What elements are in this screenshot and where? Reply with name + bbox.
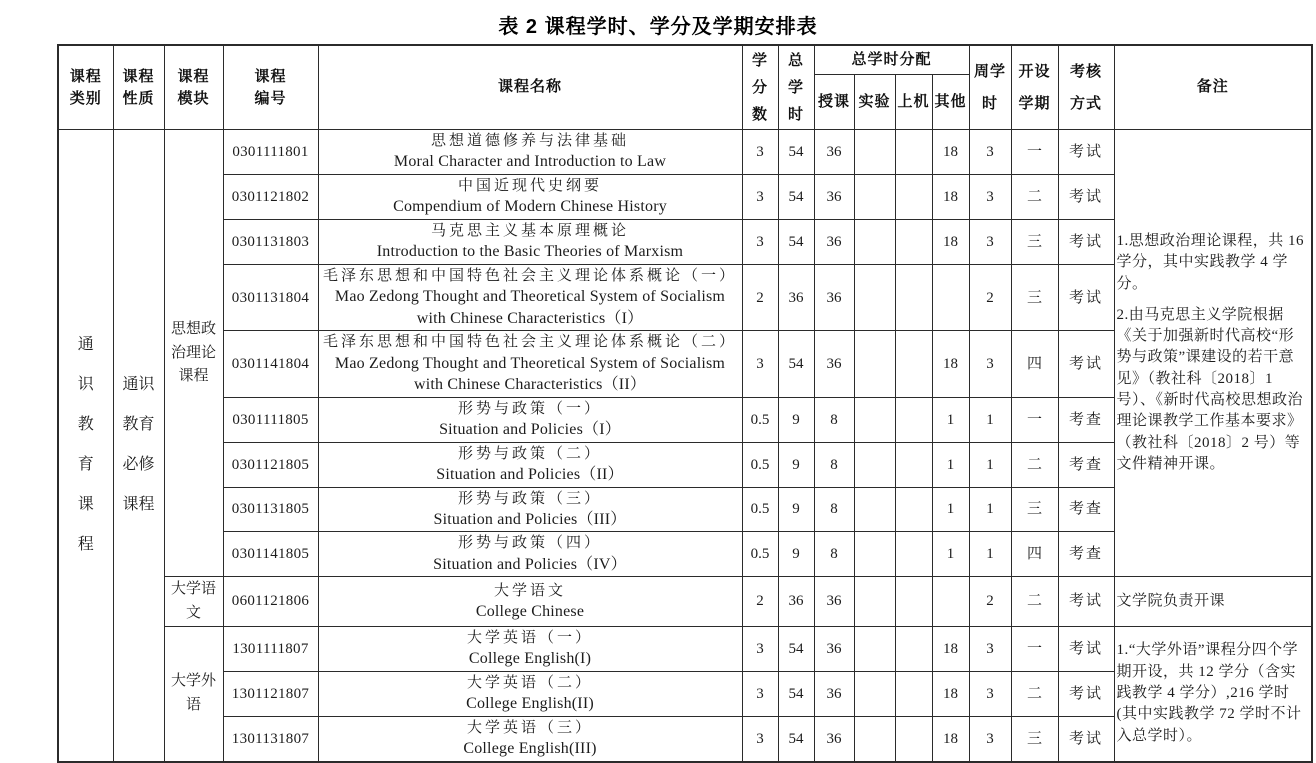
lecture-hours-cell: 36 xyxy=(814,671,854,716)
course-code: 0301121802 xyxy=(223,175,318,220)
computer-hours-cell xyxy=(895,577,932,627)
other-hours-cell: 18 xyxy=(932,331,969,397)
lecture-hours-cell: 36 xyxy=(814,716,854,761)
computer-hours-cell xyxy=(895,175,932,220)
table-header xyxy=(58,45,1312,130)
course-code: 0301121805 xyxy=(223,442,318,487)
module-politics-label: 思想政治理论课程 xyxy=(170,321,216,384)
assessment-cell: 考试 xyxy=(1058,716,1114,761)
other-hours-cell: 1 xyxy=(932,442,969,487)
page-title: 表 2 课程学时、学分及学期安排表 xyxy=(498,16,818,38)
computer-hours-cell xyxy=(895,397,932,442)
computer-hours-cell xyxy=(895,442,932,487)
credits-cell: 2 xyxy=(742,577,778,627)
experiment-hours-cell xyxy=(854,265,895,331)
semester-cell: 三 xyxy=(1011,487,1058,532)
experiment-hours-cell xyxy=(854,532,895,577)
credits-cell: 0.5 xyxy=(742,442,778,487)
header-category-label: 课程类别 xyxy=(69,67,102,107)
other-hours-cell: 1 xyxy=(932,487,969,532)
header-weekly-hours-label: 周学时 xyxy=(974,63,1007,112)
semester-cell: 四 xyxy=(1011,532,1058,577)
remarks-foreign-text: 1.“大学外语”课程分四个学期开设，共 12 学分（含实践教学 4 学分）,216 学时(其中实践教学 72 学时不计入总学时）。 xyxy=(1116,642,1302,744)
course-code: 0301131804 xyxy=(223,265,318,331)
total-hours-cell: 9 xyxy=(778,397,814,442)
header-experiment xyxy=(854,74,895,129)
header-code xyxy=(223,45,318,130)
course-code: 0301131805 xyxy=(223,487,318,532)
table-body xyxy=(58,130,1312,762)
course-name xyxy=(318,175,742,220)
header-credits xyxy=(742,45,778,130)
computer-hours-cell xyxy=(895,331,932,397)
weekly-hours-cell: 2 xyxy=(969,577,1011,627)
header-hours-distribution-label: 总学时分配 xyxy=(851,50,932,68)
total-hours-cell: 54 xyxy=(778,175,814,220)
experiment-hours-cell xyxy=(854,130,895,175)
experiment-hours-cell xyxy=(854,626,895,671)
header-total-hours-label: 总学时 xyxy=(787,52,804,123)
lecture-hours-cell: 8 xyxy=(814,397,854,442)
course-name-zh: 大学语文 xyxy=(493,582,566,599)
course-name-zh: 中国近现代史纲要 xyxy=(457,178,602,195)
course-name-en: Situation and Policies（III） xyxy=(433,510,627,528)
computer-hours-cell xyxy=(895,716,932,761)
course-name xyxy=(318,220,742,265)
course-code: 0601121806 xyxy=(223,577,318,627)
semester-cell: 三 xyxy=(1011,220,1058,265)
module-foreign-label: 大学外语 xyxy=(170,673,216,713)
other-hours-cell xyxy=(932,265,969,331)
header-hours-distribution xyxy=(814,45,969,74)
lecture-hours-cell: 36 xyxy=(814,331,854,397)
table-row xyxy=(58,626,1312,671)
weekly-hours-cell: 3 xyxy=(969,175,1011,220)
semester-cell: 一 xyxy=(1011,130,1058,175)
semester-cell: 三 xyxy=(1011,716,1058,761)
course-name-zh: 大学英语（二） xyxy=(466,674,593,691)
course-name-zh: 形势与政策（一） xyxy=(457,400,602,417)
remarks-politics-paragraph-2: 2.由马克思主义学院根据《关于加强新时代高校“形势与政策”课建设的若干意见》（教社科〔2018〕1 号）、《新时代高校思想政治理论课教学工作基本要求》（教社科〔2018〕2 号）等文件精神开课。 xyxy=(1116,306,1304,472)
experiment-hours-cell xyxy=(854,175,895,220)
lecture-hours-cell: 36 xyxy=(814,577,854,627)
header-experiment-label: 实验 xyxy=(858,92,891,110)
assessment-cell: 考查 xyxy=(1058,487,1114,532)
course-name-zh: 形势与政策（二） xyxy=(457,445,602,462)
lecture-hours-cell: 36 xyxy=(814,175,854,220)
credits-cell: 3 xyxy=(742,220,778,265)
header-row-1 xyxy=(58,45,1312,74)
credits-cell: 0.5 xyxy=(742,532,778,577)
module-cell-chinese xyxy=(164,577,223,627)
category-cell xyxy=(58,130,113,762)
weekly-hours-cell: 1 xyxy=(969,397,1011,442)
semester-cell: 二 xyxy=(1011,577,1058,627)
experiment-hours-cell xyxy=(854,397,895,442)
computer-hours-cell xyxy=(895,220,932,265)
assessment-cell: 考试 xyxy=(1058,671,1114,716)
lecture-hours-cell: 8 xyxy=(814,442,854,487)
course-name xyxy=(318,331,742,397)
total-hours-cell: 36 xyxy=(778,265,814,331)
course-code: 1301111807 xyxy=(223,626,318,671)
semester-cell: 二 xyxy=(1011,175,1058,220)
semester-cell: 四 xyxy=(1011,331,1058,397)
experiment-hours-cell xyxy=(854,220,895,265)
assessment-cell: 考查 xyxy=(1058,397,1114,442)
header-computer xyxy=(895,74,932,129)
total-hours-cell: 9 xyxy=(778,487,814,532)
experiment-hours-cell xyxy=(854,716,895,761)
assessment-cell: 考试 xyxy=(1058,626,1114,671)
header-nature-label: 课程性质 xyxy=(122,67,155,107)
table-row xyxy=(58,577,1312,627)
header-credits-label: 学分数 xyxy=(751,52,768,123)
credits-cell: 3 xyxy=(742,175,778,220)
computer-hours-cell xyxy=(895,626,932,671)
header-category xyxy=(58,45,113,130)
course-name xyxy=(318,397,742,442)
semester-cell: 三 xyxy=(1011,265,1058,331)
course-code: 1301131807 xyxy=(223,716,318,761)
course-name xyxy=(318,532,742,577)
table-row xyxy=(58,130,1312,175)
header-total-hours xyxy=(778,45,814,130)
credits-cell: 3 xyxy=(742,626,778,671)
header-weekly-hours xyxy=(969,45,1011,130)
weekly-hours-cell: 3 xyxy=(969,626,1011,671)
weekly-hours-cell: 1 xyxy=(969,532,1011,577)
lecture-hours-cell: 8 xyxy=(814,487,854,532)
course-name-en: College Chinese xyxy=(475,602,585,620)
assessment-cell: 考试 xyxy=(1058,265,1114,331)
lecture-hours-cell: 36 xyxy=(814,220,854,265)
credits-cell: 2 xyxy=(742,265,778,331)
header-lecture-label: 授课 xyxy=(817,92,850,110)
experiment-hours-cell xyxy=(854,577,895,627)
remarks-politics-paragraph-1: 1.思想政治理论课程，共 16 学分，其中实践教学 4 学分。 xyxy=(1116,232,1305,292)
header-name xyxy=(318,45,742,130)
course-name xyxy=(318,130,742,175)
other-hours-cell: 18 xyxy=(932,671,969,716)
header-semester xyxy=(1011,45,1058,130)
assessment-cell: 考试 xyxy=(1058,130,1114,175)
course-name-en: Introduction to the Basic Theories of Marxism xyxy=(376,243,684,261)
computer-hours-cell xyxy=(895,265,932,331)
remarks-cell-foreign xyxy=(1114,626,1312,761)
lecture-hours-cell: 8 xyxy=(814,532,854,577)
header-other-label: 其他 xyxy=(934,92,967,110)
assessment-cell: 考查 xyxy=(1058,532,1114,577)
header-code-label: 课程编号 xyxy=(254,67,287,107)
lecture-hours-cell: 36 xyxy=(814,626,854,671)
course-name-zh: 大学英语（三） xyxy=(466,719,593,736)
header-module-label: 课程模块 xyxy=(177,67,210,107)
experiment-hours-cell xyxy=(854,487,895,532)
remarks-chinese-text: 文学院负责开课 xyxy=(1116,592,1226,609)
total-hours-cell: 9 xyxy=(778,442,814,487)
nature-label: 通识教育必修课程 xyxy=(122,376,155,514)
course-name-en: Moral Character and Introduction to Law xyxy=(393,153,667,171)
course-name xyxy=(318,716,742,761)
course-name-zh: 马克思主义基本原理概论 xyxy=(430,223,629,240)
credits-cell: 3 xyxy=(742,331,778,397)
total-hours-cell: 54 xyxy=(778,331,814,397)
assessment-cell: 考试 xyxy=(1058,331,1114,397)
credits-cell: 3 xyxy=(742,130,778,175)
header-lecture xyxy=(814,74,854,129)
other-hours-cell: 1 xyxy=(932,532,969,577)
other-hours-cell: 18 xyxy=(932,716,969,761)
experiment-hours-cell xyxy=(854,442,895,487)
remarks-cell-politics xyxy=(1114,130,1312,577)
other-hours-cell: 1 xyxy=(932,397,969,442)
course-name-zh: 大学英语（一） xyxy=(466,629,593,646)
weekly-hours-cell: 3 xyxy=(969,130,1011,175)
course-name-zh: 思想道德修养与法律基础 xyxy=(430,133,629,150)
course-name-en: Mao Zedong Thought and Theoretical System of Socialism with Chinese Characteristics（II） xyxy=(334,354,726,394)
header-remarks xyxy=(1114,45,1312,130)
remarks-cell-chinese xyxy=(1114,577,1312,627)
weekly-hours-cell: 3 xyxy=(969,671,1011,716)
computer-hours-cell xyxy=(895,130,932,175)
other-hours-cell: 18 xyxy=(932,175,969,220)
course-name xyxy=(318,442,742,487)
course-code: 0301111801 xyxy=(223,130,318,175)
lecture-hours-cell: 36 xyxy=(814,130,854,175)
course-name-zh: 毛泽东思想和中国特色社会主义理论体系概论（二） xyxy=(322,334,737,351)
weekly-hours-cell: 3 xyxy=(969,716,1011,761)
header-nature xyxy=(113,45,164,130)
lecture-hours-cell: 36 xyxy=(814,265,854,331)
assessment-cell: 考查 xyxy=(1058,442,1114,487)
total-hours-cell: 36 xyxy=(778,577,814,627)
course-code: 1301121807 xyxy=(223,671,318,716)
other-hours-cell: 18 xyxy=(932,130,969,175)
course-name-en: College English(II) xyxy=(466,695,594,713)
other-hours-cell xyxy=(932,577,969,627)
header-assessment xyxy=(1058,45,1114,130)
course-name xyxy=(318,265,742,331)
credits-cell: 3 xyxy=(742,671,778,716)
weekly-hours-cell: 1 xyxy=(969,442,1011,487)
course-schedule-table xyxy=(57,44,1313,763)
course-code: 0301111805 xyxy=(223,397,318,442)
credits-cell: 0.5 xyxy=(742,487,778,532)
header-name-label: 课程名称 xyxy=(497,78,562,96)
total-hours-cell: 54 xyxy=(778,626,814,671)
course-name xyxy=(318,577,742,627)
assessment-cell: 考试 xyxy=(1058,220,1114,265)
course-name-zh: 形势与政策（四） xyxy=(457,535,602,552)
course-code: 0301141805 xyxy=(223,532,318,577)
category-label: 通识教育课程 xyxy=(77,336,94,554)
other-hours-cell: 18 xyxy=(932,220,969,265)
course-name-en: College English(I) xyxy=(468,650,592,668)
header-module xyxy=(164,45,223,130)
semester-cell: 一 xyxy=(1011,626,1058,671)
assessment-cell: 考试 xyxy=(1058,577,1114,627)
total-hours-cell: 54 xyxy=(778,220,814,265)
header-semester-label: 开设学期 xyxy=(1018,63,1051,112)
weekly-hours-cell: 1 xyxy=(969,487,1011,532)
assessment-cell: 考试 xyxy=(1058,175,1114,220)
header-assessment-label: 考核方式 xyxy=(1070,63,1103,112)
total-hours-cell: 54 xyxy=(778,671,814,716)
computer-hours-cell xyxy=(895,487,932,532)
course-name-en: College English(III) xyxy=(463,740,597,757)
module-cell-foreign xyxy=(164,626,223,761)
total-hours-cell: 9 xyxy=(778,532,814,577)
course-name-en: Compendium of Modern Chinese History xyxy=(393,198,667,216)
semester-cell: 二 xyxy=(1011,671,1058,716)
nature-cell xyxy=(113,130,164,762)
course-name-zh: 形势与政策（三） xyxy=(457,490,602,507)
computer-hours-cell xyxy=(895,532,932,577)
experiment-hours-cell xyxy=(854,671,895,716)
credits-cell: 3 xyxy=(742,716,778,761)
course-code: 0301131803 xyxy=(223,220,318,265)
course-name-en: Situation and Policies（II） xyxy=(436,465,624,483)
header-computer-label: 上机 xyxy=(897,92,930,110)
total-hours-cell: 54 xyxy=(778,716,814,761)
module-chinese-label: 大学语文 xyxy=(170,581,216,621)
header-remarks-label: 备注 xyxy=(1196,78,1229,96)
experiment-hours-cell xyxy=(854,331,895,397)
course-name xyxy=(318,487,742,532)
semester-cell: 二 xyxy=(1011,442,1058,487)
course-name-en: Situation and Policies（IV） xyxy=(433,555,627,573)
course-name xyxy=(318,671,742,716)
module-cell-politics xyxy=(164,130,223,577)
computer-hours-cell xyxy=(895,671,932,716)
weekly-hours-cell: 3 xyxy=(969,331,1011,397)
header-other xyxy=(932,74,969,129)
course-name-en: Mao Zedong Thought and Theoretical System of Socialism with Chinese Characteristics（I） xyxy=(334,288,726,327)
credits-cell: 0.5 xyxy=(742,397,778,442)
weekly-hours-cell: 2 xyxy=(969,265,1011,331)
total-hours-cell: 54 xyxy=(778,130,814,175)
course-name xyxy=(318,626,742,671)
weekly-hours-cell: 3 xyxy=(969,220,1011,265)
semester-cell: 一 xyxy=(1011,397,1058,442)
course-code: 0301141804 xyxy=(223,331,318,397)
course-name-zh: 毛泽东思想和中国特色社会主义理论体系概论（一） xyxy=(322,268,737,284)
course-name-en: Situation and Policies（I） xyxy=(439,421,621,439)
other-hours-cell: 18 xyxy=(932,626,969,671)
